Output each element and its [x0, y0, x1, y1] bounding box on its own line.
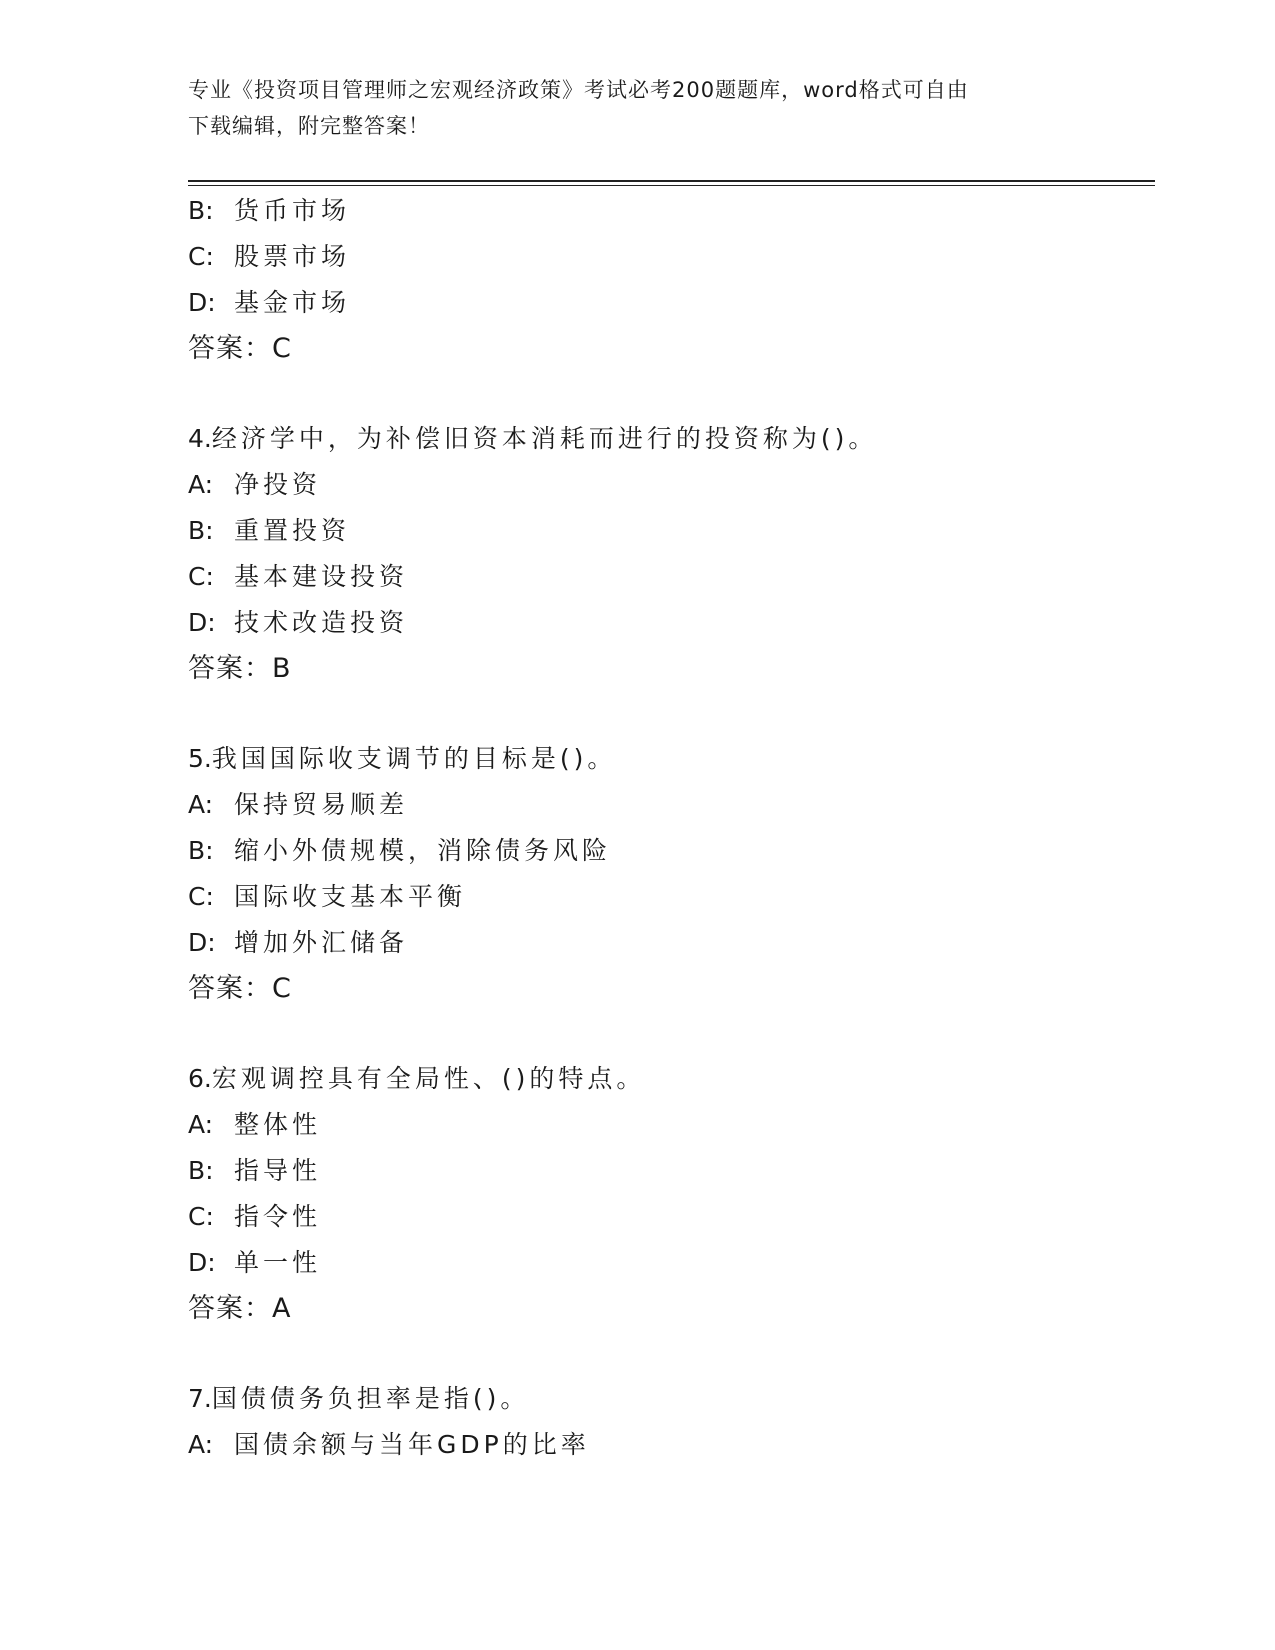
- option-text: 国际收支基本平衡: [234, 882, 467, 911]
- option-a: [188, 1102, 1148, 1148]
- option-letter: A:: [188, 1430, 214, 1459]
- answer-line: 答案：C: [188, 973, 292, 1004]
- question-stem: 国债债务负担率是指()。: [211, 1384, 530, 1413]
- option-letter: B:: [188, 516, 214, 545]
- question-6: [188, 1056, 1148, 1332]
- option-letter: B:: [188, 836, 214, 865]
- option-letter: D:: [188, 288, 216, 317]
- option-letter: D:: [188, 1248, 216, 1277]
- option-text: 重置投资: [234, 516, 351, 545]
- option-text: 基金市场: [234, 288, 351, 317]
- option-c: [188, 234, 1148, 280]
- option-letter: A:: [188, 790, 214, 819]
- option-c: [188, 554, 1148, 600]
- option-text: 增加外汇储备: [234, 928, 409, 957]
- question-text: [188, 736, 1148, 782]
- question-number: 7.: [188, 1384, 212, 1413]
- option-text: 技术改造投资: [234, 608, 409, 637]
- question-stem: 经济学中，为补偿旧资本消耗而进行的投资称为()。: [211, 424, 878, 453]
- option-d: [188, 280, 1148, 326]
- header-divider-thin: [188, 185, 1155, 186]
- option-b: [188, 828, 1148, 874]
- question-number: 4.: [188, 424, 212, 453]
- option-letter: D:: [188, 928, 216, 957]
- option-text: 指导性: [234, 1156, 322, 1185]
- question-5: [188, 736, 1148, 1012]
- question-7: [188, 1376, 1148, 1468]
- question-text: [188, 416, 1148, 462]
- option-a: [188, 462, 1148, 508]
- option-text: 货币市场: [234, 196, 351, 225]
- answer-line: 答案：C: [188, 333, 292, 364]
- option-c: [188, 874, 1148, 920]
- option-text: 指令性: [234, 1202, 322, 1231]
- spacer: [188, 1332, 1148, 1376]
- option-text: 基本建设投资: [234, 562, 409, 591]
- answer-line: 答案：B: [188, 653, 292, 684]
- question-4: [188, 416, 1148, 692]
- option-letter: B:: [188, 196, 214, 225]
- header-divider-thick: [188, 180, 1155, 182]
- question-stem: 宏观调控具有全局性、()的特点。: [211, 1064, 646, 1093]
- spacer: [188, 1012, 1148, 1056]
- option-letter: C:: [188, 562, 214, 591]
- option-letter: C:: [188, 1202, 214, 1231]
- header-line-1: 专业《投资项目管理师之宏观经济政策》考试必考200题题库，word格式可自由: [188, 78, 969, 102]
- question-text: [188, 1376, 1148, 1422]
- option-letter: C:: [188, 882, 214, 911]
- option-text: 单一性: [234, 1248, 322, 1277]
- option-d: [188, 920, 1148, 966]
- option-letter: B:: [188, 1156, 214, 1185]
- question-list: [188, 188, 1148, 1468]
- option-letter: A:: [188, 1110, 214, 1139]
- header-line-2: 下载编辑，附完整答案！: [188, 114, 430, 138]
- option-letter: C:: [188, 242, 214, 271]
- option-letter: D:: [188, 608, 216, 637]
- question-continued: [188, 188, 1148, 372]
- option-text: 整体性: [234, 1110, 322, 1139]
- question-text: [188, 1056, 1148, 1102]
- option-b: [188, 508, 1148, 554]
- option-d: [188, 600, 1148, 646]
- question-number: 5.: [188, 744, 212, 773]
- option-text: 保持贸易顺差: [234, 790, 409, 819]
- option-text: 股票市场: [234, 242, 351, 271]
- option-d: [188, 1240, 1148, 1286]
- question-stem: 我国国际收支调节的目标是()。: [211, 744, 617, 773]
- option-text: 净投资: [234, 470, 322, 499]
- option-text: 缩小外债规模，消除债务风险: [234, 836, 612, 865]
- option-c: [188, 1194, 1148, 1240]
- document-header: [188, 72, 1088, 144]
- spacer: [188, 692, 1148, 736]
- option-b: [188, 1148, 1148, 1194]
- answer-line: 答案：A: [188, 1293, 292, 1324]
- question-number: 6.: [188, 1064, 212, 1093]
- option-text: 国债余额与当年GDP的比率: [234, 1430, 590, 1459]
- option-b: [188, 188, 1148, 234]
- spacer: [188, 372, 1148, 416]
- option-a: [188, 782, 1148, 828]
- option-a: [188, 1422, 1148, 1468]
- option-letter: A:: [188, 470, 214, 499]
